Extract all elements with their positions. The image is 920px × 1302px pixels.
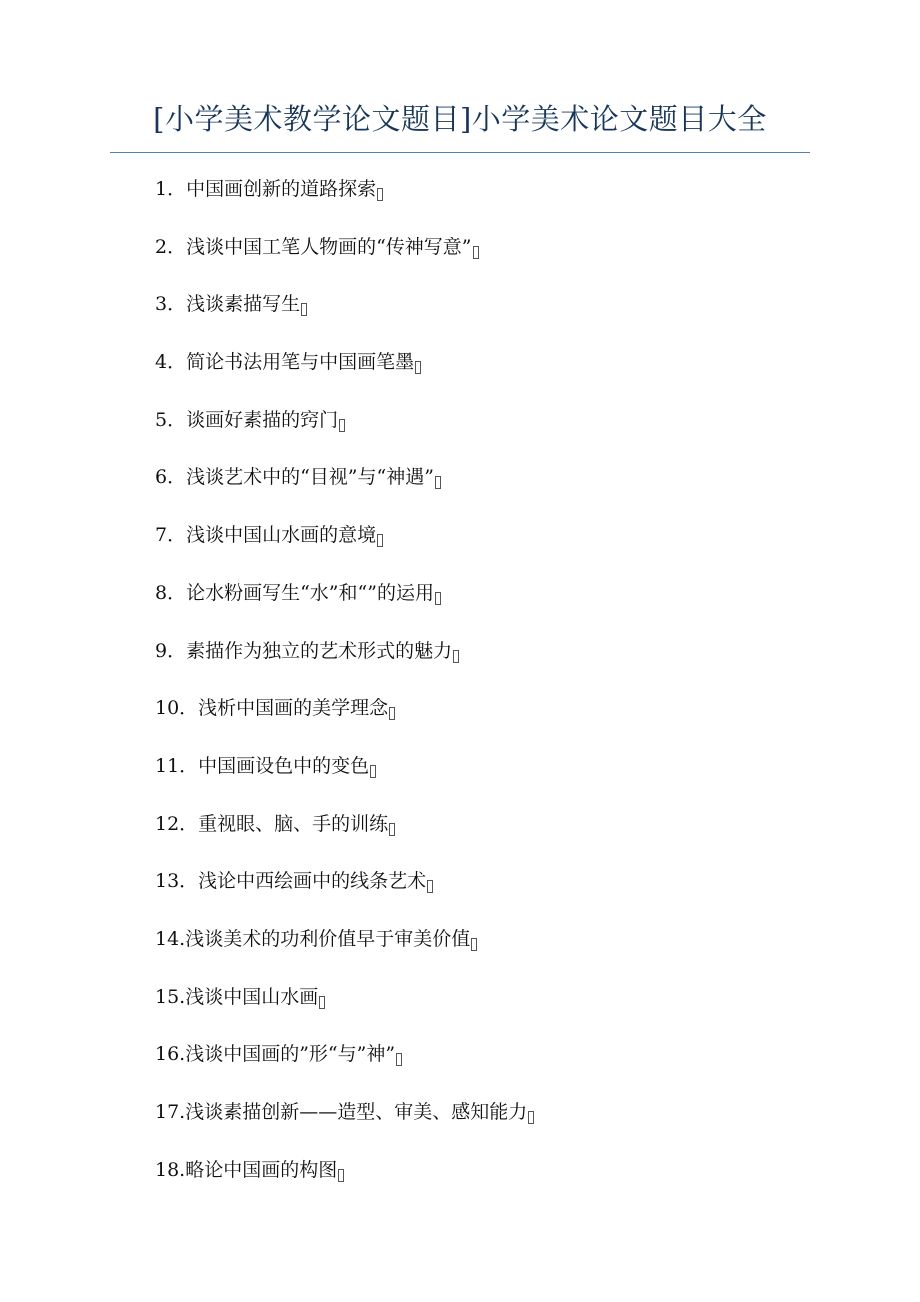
list-item — [155, 345, 534, 403]
list-item — [155, 287, 534, 345]
paragraph-mark-icon — [427, 880, 433, 893]
list-item — [155, 576, 534, 634]
list-item-text: 2．浅谈中国工笔人物画的“传神写意” — [155, 235, 472, 258]
paragraph-mark-icon — [377, 188, 383, 201]
paragraph-mark-icon — [339, 419, 345, 432]
list-item — [155, 230, 534, 288]
paragraph-mark-icon — [396, 1053, 402, 1066]
list-item-text: 3．浅谈素描写生 — [155, 293, 301, 316]
list-item — [155, 518, 534, 576]
paragraph-mark-icon — [319, 996, 325, 1009]
paragraph-mark-icon — [389, 823, 395, 836]
list-item-text: 14.浅谈美术的功利价值早于审美价值 — [155, 927, 471, 950]
list-item-text: 18.略论中国画的构图 — [155, 1158, 338, 1181]
list-item — [155, 403, 534, 461]
paragraph-mark-icon — [377, 534, 383, 547]
list-item — [155, 460, 534, 518]
list-item — [155, 864, 534, 922]
list-item — [155, 922, 534, 980]
list-item — [155, 634, 534, 692]
list-item-text: 4．简论书法用笔与中国画笔墨 — [155, 351, 415, 374]
list-item-text: 5．谈画好素描的窍门 — [155, 408, 339, 431]
list-item-text: 6．浅谈艺术中的“目视”与“神遇” — [155, 466, 434, 489]
paragraph-mark-icon — [301, 303, 307, 316]
paragraph-mark-icon — [453, 650, 459, 663]
list-item — [155, 691, 534, 749]
list-item — [155, 980, 534, 1038]
paragraph-mark-icon — [473, 246, 479, 259]
paragraph-mark-icon — [415, 361, 421, 374]
paragraph-mark-icon — [435, 476, 441, 489]
list-item-text: 11．中国画设色中的变色 — [155, 754, 370, 777]
list-item-text: 10．浅析中国画的美学理念 — [155, 697, 389, 720]
paragraph-mark-icon — [370, 765, 376, 778]
list-item — [155, 1153, 534, 1211]
list-item-text: 16.浅谈中国画的”形“与”神” — [155, 1043, 396, 1066]
list-item — [155, 1095, 534, 1153]
paragraph-mark-icon — [389, 707, 395, 720]
paragraph-mark-icon — [338, 1169, 344, 1182]
list-item-text: 15.浅谈中国山水画 — [155, 985, 319, 1008]
paragraph-mark-icon — [435, 592, 441, 605]
list-item — [155, 807, 534, 865]
list-item-text: 8．论水粉画写生“水”和“”的运用 — [155, 581, 434, 604]
title-divider — [110, 152, 810, 153]
list-item-text: 17.浅谈素描创新——造型、审美、感知能力 — [155, 1101, 528, 1123]
list-item-text: 9．素描作为独立的艺术形式的魅力 — [155, 639, 453, 662]
list-item — [155, 1037, 534, 1095]
list-item-text: 12．重视眼、脑、手的训练 — [155, 812, 389, 835]
topic-list — [155, 172, 534, 1210]
list-item — [155, 749, 534, 807]
list-item-text: 7．浅谈中国山水画的意境 — [155, 524, 377, 547]
list-item-text: 1．中国画创新的道路探索 — [155, 178, 377, 200]
paragraph-mark-icon — [471, 938, 477, 951]
list-item-text: 13．浅论中西绘画中的线条艺术 — [155, 870, 427, 893]
document-title: [小学美术教学论文题目]小学美术论文题目大全 — [153, 102, 767, 136]
paragraph-mark-icon — [528, 1111, 534, 1124]
list-item — [155, 172, 534, 230]
